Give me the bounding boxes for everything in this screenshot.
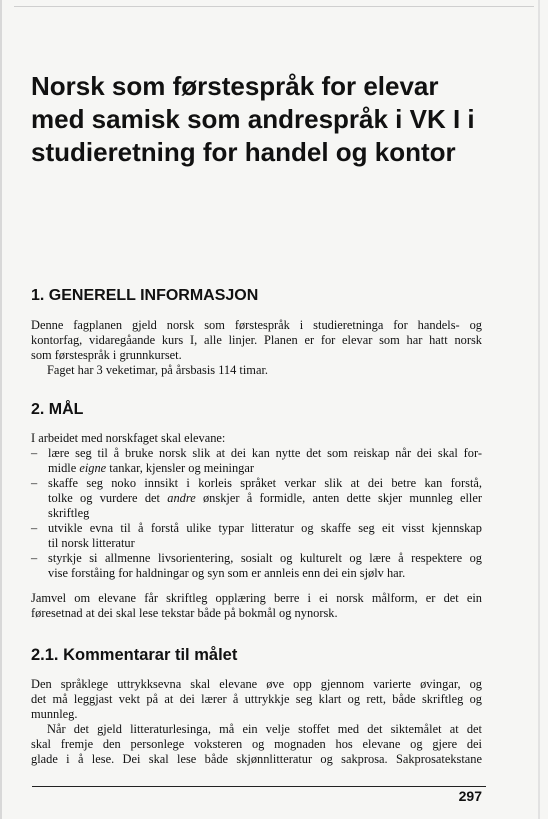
paragraph-line: Jamvel om elevane får skriftleg opplæring berre i ei norsk målform, er det ein [31, 591, 482, 605]
title-line: studieretning for handel og kontor [31, 137, 456, 167]
page-top-edge [14, 6, 534, 7]
dash-bullet: – [31, 446, 38, 460]
bullet-text: skaffe seg noko innsikt i korleis språket verkar slik at dei betre kan forstå, [48, 476, 482, 490]
paragraph-line: munnleg. [31, 707, 78, 721]
dash-bullet: – [31, 476, 38, 490]
dash-bullet: – [31, 551, 38, 565]
title-line: Norsk som førstespråk for elevar [31, 71, 439, 101]
page-right-edge [538, 0, 540, 819]
section-heading-goal-comments: 2.1. Kommentarar til målet [31, 646, 238, 664]
section-heading-goals: 2. MÅL [31, 401, 84, 418]
paragraph-line: det må leggjast vekt på at dei lærer å uttrykkje seg klart og rett, både skriftleg og [31, 692, 482, 706]
paragraph-line: føresetnad at dei skal lese tekstar både på bokmål og nynorsk. [31, 606, 338, 620]
emphasis: andre [167, 491, 196, 505]
bullet-continuation: midle eigne tankar, kjensler og meiningar [48, 461, 254, 475]
paragraph-line: Faget har 3 veketimar, på årsbasis 114 timar. [47, 363, 268, 377]
page-title [31, 70, 511, 169]
bullet-continuation: vise forståing for haldningar og syn som er annleis enn dei ein sjølv har. [48, 566, 406, 580]
bullet-continuation: skriftleg [48, 506, 90, 520]
emphasis: eigne [79, 461, 107, 475]
section-heading-general-info: 1. GENERELL INFORMASJON [31, 287, 259, 304]
paragraph-line: Når det gjeld litteraturlesinga, må ein velje stoffet med det siktemålet at det [47, 722, 482, 736]
bullet-continuation: til norsk litteratur [48, 536, 135, 550]
bullet-text: lære seg til å bruke norsk slik at dei kan nytte det som reiskap når dei skal for- [48, 446, 482, 460]
bullet-text: utvikle evna til å forstå ulike typar litteratur og skaffe seg eit visst kjennskap [48, 521, 482, 535]
paragraph-line: Den språklege uttrykksevna skal elevane øve opp gjennom varierte øvingar, og [31, 677, 482, 691]
paragraph-line: glade i å lese. Dei skal lese både skjønnlitteratur og sakprosa. Sakprosatekstane [31, 752, 482, 766]
bullet-continuation: tolke og vurdere det andre ønskjer å formidle, anten dette skjer munnleg eller [48, 491, 482, 505]
dash-bullet: – [31, 521, 38, 535]
page-number: 297 [458, 788, 482, 804]
paragraph-line: I arbeidet med norskfaget skal elevane: [31, 431, 226, 445]
paragraph-line: Denne fagplanen gjeld norsk som førstespråk i studieretninga for handels- og [31, 318, 482, 332]
footer-rule [32, 786, 486, 787]
paragraph-line: skal fremje den personlege voksteren og mognaden hos elevane og gjere dei [31, 737, 482, 751]
paragraph-line: som førstespråk i grunnkurset. [31, 348, 182, 362]
title-line: med samisk som andrespråk i VK I i [31, 104, 475, 134]
paragraph-line: kontorfag, vidaregåande kurs I, alle linjer. Planen er for elevar som har hatt norsk [31, 333, 482, 347]
bullet-text: styrkje si allmenne livsorientering, sosialt og kulturelt og lære å respektere og [48, 551, 482, 565]
